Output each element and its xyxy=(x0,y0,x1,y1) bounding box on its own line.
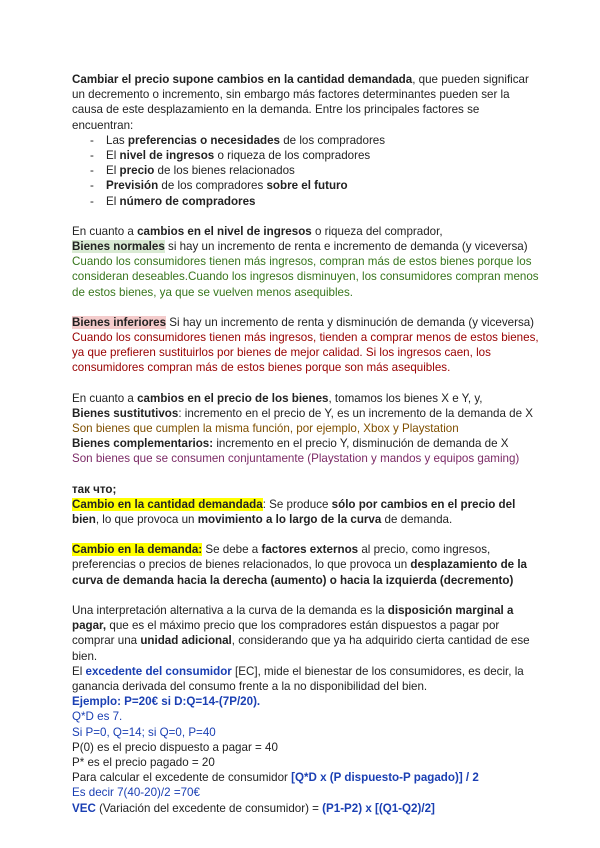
surplus-text: El xyxy=(72,664,86,678)
normal-goods-term: Bienes normales xyxy=(72,240,165,254)
example-formula-line xyxy=(72,770,542,785)
tak-chto-text: так что; xyxy=(72,482,117,496)
factor-text: de los compradores xyxy=(158,179,267,193)
substitute-goods-text: : incremento en el precio de Y, es un incremento de la demanda de X xyxy=(178,406,534,420)
example-title-text: Ejemplo: P=20€ si D:Q=14-(7P/20). xyxy=(72,695,261,709)
inferior-goods-text: Si hay un incremento de renta y disminución de demanda (y viceversa) xyxy=(166,315,535,329)
inferior-goods-note: Cuando los consumidores tienen más ingresos, tienden a comprar menos de estos bienes, ya que prefieren sustituirlos por bienes de mejor calidad. Si los ingresos caen, los consumidores compran más de estos bienes porque son más asequibles. xyxy=(72,331,539,375)
related-goods-lead xyxy=(72,391,542,406)
vec-abbr: VEC xyxy=(72,801,96,815)
quantity-change-term: Cambio en la cantidad demandada xyxy=(72,497,263,511)
complement-goods-note: Son bienes que se consumen conjuntamente (Playstation y mandos y equipos gaming) xyxy=(72,452,520,466)
quantity-change-text: , lo que provoca un xyxy=(95,513,198,527)
demand-change-text: al precio, como ingresos, preferencias o precios de bienes relacionados, lo que provoca un xyxy=(72,543,491,572)
surplus-text: [EC], mide el bienestar de los consumidores, es decir, la ganancia derivada del consumo frente a la no disponibilidad del bien. xyxy=(72,664,524,693)
alt-bold: unidad adicional xyxy=(140,634,232,648)
demand-change-bold: desplazamiento de la curva de demanda hacia la derecha (aumento) o hacia la izquierda (decremento) xyxy=(72,558,527,587)
tak-chto-label xyxy=(72,482,542,497)
alt-bold: disposición marginal a pagar, xyxy=(72,603,514,633)
example-line: Si P=0, Q=14; si Q=0, P=40 xyxy=(72,725,216,739)
factor-bold: sobre el futuro xyxy=(266,179,348,193)
factor-bold: Previsión xyxy=(106,179,159,193)
income-lead-text: En cuanto a xyxy=(72,224,138,238)
example-line: Es decir 7(40-20)/2 =70€ xyxy=(72,786,200,800)
list-item xyxy=(90,178,542,193)
list-item xyxy=(90,194,542,209)
example-line: P(0) es el precio dispuesto a pagar = 40 xyxy=(72,740,278,754)
list-item xyxy=(90,163,542,178)
list-item xyxy=(90,148,542,163)
vec-formula-line xyxy=(72,801,542,816)
income-lead-bold: cambios en el nivel de ingresos xyxy=(137,224,312,238)
demand-change-term: Cambio en la demanda: xyxy=(72,543,203,557)
quantity-change-text: de demanda. xyxy=(381,513,453,527)
related-lead-bold: cambios en el precio de los bienes xyxy=(137,391,329,405)
factor-text: Las xyxy=(106,133,128,147)
alternative-interpretation xyxy=(72,603,542,664)
normal-goods-note: Cuando los consumidores tienen más ingresos, compran más de estos bienes porque los consideran deseables.Cuando los ingresos disminuyen, los consumidores compran menos de estos bienes, ya que se vuelven menos asequibles. xyxy=(72,255,539,299)
complement-goods-definition xyxy=(72,436,542,451)
intro-bold: Cambiar el precio supone cambios en la cantidad demandada xyxy=(72,73,413,86)
factor-bold: precio xyxy=(119,164,155,178)
complement-goods-text: incremento en el precio Y, disminución de demanda de X xyxy=(213,437,509,451)
quantity-change-bold: sólo por cambios en el precio del bien xyxy=(72,497,516,527)
factor-text: de los bienes relacionados xyxy=(154,164,295,178)
example-title xyxy=(72,694,542,709)
example-text: Para calcular el excedente de consumidor xyxy=(72,771,292,785)
vec-text: (Variación del excedente de consumidor) = xyxy=(95,801,323,815)
example-line: P* es el precio pagado = 20 xyxy=(72,755,215,769)
income-lead xyxy=(72,224,542,239)
demand-change-text: Se debe a xyxy=(202,543,262,557)
related-lead-text: En cuanto a xyxy=(72,391,138,405)
normal-goods-definition xyxy=(72,239,542,254)
quantity-change-bold: movimiento a lo largo de la curva xyxy=(197,513,382,527)
factor-text: El xyxy=(106,194,120,208)
example-line: Q*D es 7. xyxy=(72,710,123,724)
intro-paragraph xyxy=(72,72,542,133)
vec-formula: (P1-P2) x [(Q1-Q2)/2] xyxy=(322,801,435,815)
substitute-goods-definition xyxy=(72,406,542,421)
substitute-goods-note: Son bienes que cumplen la misma función, por ejemplo, Xbox y Playstation xyxy=(72,422,459,436)
factor-text: El xyxy=(106,149,120,163)
factor-text: El xyxy=(106,164,120,178)
factor-bold: nivel de ingresos xyxy=(119,149,215,163)
quantity-change-text: : Se produce xyxy=(262,497,332,511)
factor-bold: número de compradores xyxy=(119,194,256,208)
intro-text: , que pueden significar un decremento o incremento, sin embargo más factores determinantes pueden ser la causa de este desplazamiento en la demanda. Entre los principales factores se encuentran: xyxy=(72,73,529,132)
inferior-goods-term: Bienes inferiores xyxy=(72,315,167,329)
consumer-surplus-term: excedente del consumidor xyxy=(85,664,232,678)
factor-text: de los compradores xyxy=(280,133,386,147)
factor-bold: preferencias o necesidades xyxy=(127,133,281,147)
complement-goods-term: Bienes complementarios: xyxy=(72,437,214,451)
demand-change-paragraph xyxy=(72,542,542,588)
inferior-goods-definition xyxy=(72,315,542,330)
list-item xyxy=(90,133,542,148)
alt-text: que es el máximo precio que los compradores están dispuestos a pagar por comprar una xyxy=(72,619,500,648)
document-body xyxy=(72,72,542,816)
income-lead-text: o riqueza del comprador, xyxy=(311,224,443,238)
factors-list xyxy=(72,133,542,209)
factor-text: o riqueza de los compradores xyxy=(214,149,371,163)
substitute-goods-term: Bienes sustitutivos xyxy=(72,406,179,420)
normal-goods-text: si hay un incremento de renta e incremento de demanda (y viceversa) xyxy=(164,240,528,254)
consumer-surplus-paragraph xyxy=(72,664,542,694)
demand-change-bold: factores externos xyxy=(261,543,359,557)
surplus-formula: [Q*D x (P dispuesto-P pagado)] / 2 xyxy=(291,771,479,785)
alt-text: Una interpretación alternativa a la curva de la demanda es la xyxy=(72,603,388,617)
quantity-change-paragraph xyxy=(72,497,542,527)
alt-text: , considerando que ya ha adquirido cierta cantidad de ese bien. xyxy=(72,634,530,663)
related-lead-text: , tomamos los bienes X e Y, y, xyxy=(328,391,483,405)
